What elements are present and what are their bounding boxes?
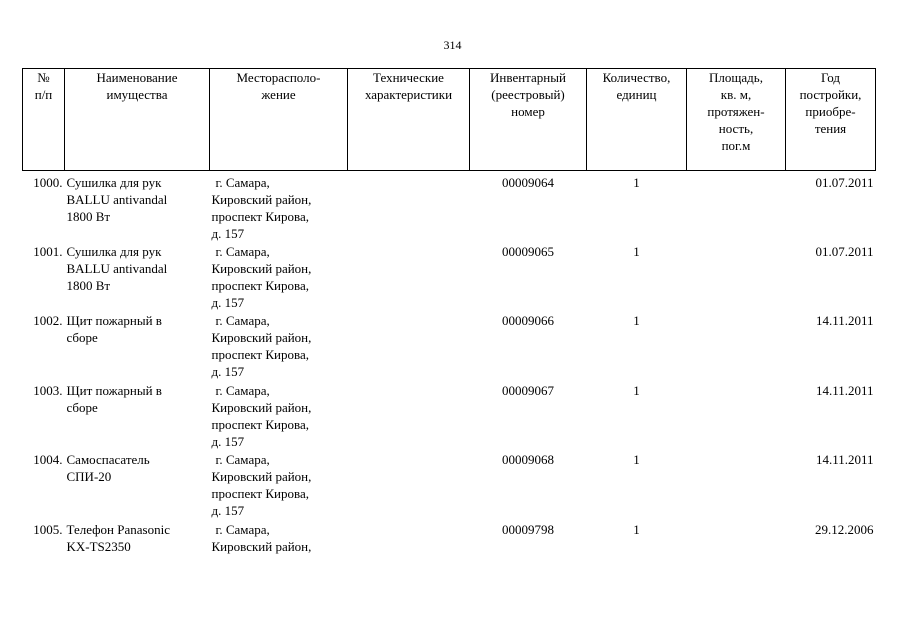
column-header xyxy=(687,69,786,171)
cell-text-line: KX-TS2350 xyxy=(66,538,131,554)
cell-text-line: проспект Кирова, xyxy=(211,209,309,224)
item-name xyxy=(65,451,210,521)
column-header-line: имущества xyxy=(106,87,168,102)
row-number: 1001. xyxy=(33,243,63,259)
cell-text-line: Щит пожарный в xyxy=(66,382,162,398)
item-area xyxy=(687,171,786,243)
column-header-line: единиц xyxy=(616,87,657,102)
cell-text-line: Щит пожарный в xyxy=(66,313,162,328)
item-tech-specs xyxy=(348,382,470,452)
column-header-line: ность, xyxy=(718,121,754,136)
column-header-line: № xyxy=(37,70,50,85)
table-row xyxy=(23,451,876,521)
column-header-line: Площадь, xyxy=(709,70,763,85)
table-header-row xyxy=(23,69,876,171)
item-quantity: 1 xyxy=(633,175,640,190)
cell-text-line: 1800 Вт xyxy=(66,277,111,293)
page-number: 314 xyxy=(443,38,462,52)
column-header-line: п/п xyxy=(34,87,53,102)
column-header-line: характеристики xyxy=(364,87,453,102)
cell-text-line: д. 157 xyxy=(211,294,245,310)
cell-text-line: г. Самара, xyxy=(215,243,270,259)
inventory-number: 00009065 xyxy=(502,243,554,259)
cell-text-line: г. Самара, xyxy=(215,521,270,537)
column-header xyxy=(65,69,210,171)
cell-text-line: проспект Кирова, xyxy=(211,347,309,362)
cell-text-line: Телефон Panasonic xyxy=(66,521,170,537)
item-tech-specs xyxy=(348,171,470,243)
column-header-line: номер xyxy=(511,104,545,119)
cell-text-line: Сушилка для рук xyxy=(66,243,162,259)
inventory-number: 00009066 xyxy=(502,313,554,328)
cell-text-line: BALLU antivandal xyxy=(66,192,168,207)
item-location xyxy=(210,171,348,243)
column-header-line: жение xyxy=(261,87,296,102)
item-tech-specs xyxy=(348,451,470,521)
cell-text-line: Сушилка для рук xyxy=(66,175,162,190)
cell-text-line: д. 157 xyxy=(211,503,245,518)
cell-text-line: Кировский район, xyxy=(211,192,312,207)
row-number: 1002. xyxy=(33,313,63,328)
item-location xyxy=(210,312,348,382)
property-register-table xyxy=(22,68,876,590)
column-header-line: Технические xyxy=(373,70,444,85)
inventory-number: 00009798 xyxy=(502,521,554,537)
cell-text-line: г. Самара, xyxy=(215,382,270,398)
cell-text-line: BALLU antivandal xyxy=(66,260,168,276)
item-tech-specs xyxy=(348,243,470,313)
item-quantity: 1 xyxy=(633,452,640,467)
column-header-line: протяжен- xyxy=(707,104,765,119)
table-body xyxy=(23,171,876,591)
item-location xyxy=(210,243,348,313)
acquisition-date: 14.11.2011 xyxy=(815,313,874,328)
cell-text-line: проспект Кирова, xyxy=(211,486,309,501)
row-number: 1004. xyxy=(33,452,63,467)
item-area xyxy=(687,382,786,452)
item-location xyxy=(210,451,348,521)
column-header-line: постройки, xyxy=(799,87,862,102)
acquisition-date: 29.12.2006 xyxy=(815,521,874,537)
item-quantity: 1 xyxy=(633,382,640,398)
column-header-line: тения xyxy=(814,121,847,136)
column-header-line: Месторасполо- xyxy=(236,70,321,85)
row-number: 1005. xyxy=(33,521,63,537)
item-quantity: 1 xyxy=(633,521,640,537)
item-name xyxy=(65,243,210,313)
cell-text-line: г. Самара, xyxy=(215,175,270,190)
item-name xyxy=(65,521,210,591)
inventory-number: 00009064 xyxy=(502,175,554,190)
item-area xyxy=(687,451,786,521)
table-row xyxy=(23,521,876,591)
column-header-line: кв. м, xyxy=(720,87,752,102)
cell-text-line: Кировский район, xyxy=(211,260,312,276)
column-header xyxy=(587,69,687,171)
cell-text-line: Кировский район, xyxy=(211,538,312,554)
column-header xyxy=(786,69,876,171)
cell-text-line: Кировский район, xyxy=(211,469,312,484)
table-row xyxy=(23,243,876,313)
row-number: 1003. xyxy=(33,382,63,398)
cell-text-line: 1800 Вт xyxy=(66,209,111,224)
column-header-line: Наименование xyxy=(96,70,178,85)
item-area xyxy=(687,243,786,313)
item-name xyxy=(65,382,210,452)
acquisition-date: 14.11.2011 xyxy=(815,382,874,398)
item-location xyxy=(210,521,348,591)
item-name xyxy=(65,171,210,243)
column-header xyxy=(470,69,587,171)
column-header xyxy=(348,69,470,171)
item-location xyxy=(210,382,348,452)
item-tech-specs xyxy=(348,312,470,382)
item-quantity: 1 xyxy=(633,243,640,259)
cell-text-line: г. Самара, xyxy=(215,313,270,328)
column-header xyxy=(210,69,348,171)
cell-text-line: д. 157 xyxy=(211,433,245,449)
acquisition-date: 01.07.2011 xyxy=(815,243,874,259)
item-area xyxy=(687,312,786,382)
cell-text-line: Самоспасатель xyxy=(66,452,150,467)
cell-text-line: д. 157 xyxy=(211,364,245,379)
cell-text-line: проспект Кирова, xyxy=(211,416,309,432)
table-row xyxy=(23,382,876,452)
column-header-line: (реестровый) xyxy=(491,87,565,102)
column-header-line: Год xyxy=(820,70,841,85)
item-quantity: 1 xyxy=(633,313,640,328)
column-header xyxy=(23,69,65,171)
item-tech-specs xyxy=(348,521,470,591)
item-area xyxy=(687,521,786,591)
cell-text-line: СПИ-20 xyxy=(66,469,112,484)
cell-text-line: проспект Кирова, xyxy=(211,277,309,293)
table-row xyxy=(23,312,876,382)
row-number: 1000. xyxy=(33,175,63,190)
cell-text-line: д. 157 xyxy=(211,226,245,241)
cell-text-line: Кировский район, xyxy=(211,330,312,345)
column-header-line: приобре- xyxy=(805,104,856,119)
column-header-line: пог.м xyxy=(721,138,751,153)
inventory-number: 00009068 xyxy=(502,452,554,467)
acquisition-date: 01.07.2011 xyxy=(815,175,874,190)
cell-text-line: сборе xyxy=(66,399,98,415)
column-header-line: Инвентарный xyxy=(490,70,566,85)
inventory-number: 00009067 xyxy=(502,382,554,398)
acquisition-date: 14.11.2011 xyxy=(815,452,874,467)
cell-text-line: г. Самара, xyxy=(215,452,270,467)
cell-text-line: сборе xyxy=(66,330,98,345)
item-name xyxy=(65,312,210,382)
column-header-line: Количество, xyxy=(602,70,671,85)
cell-text-line: Кировский район, xyxy=(211,399,312,415)
table-row xyxy=(23,171,876,243)
